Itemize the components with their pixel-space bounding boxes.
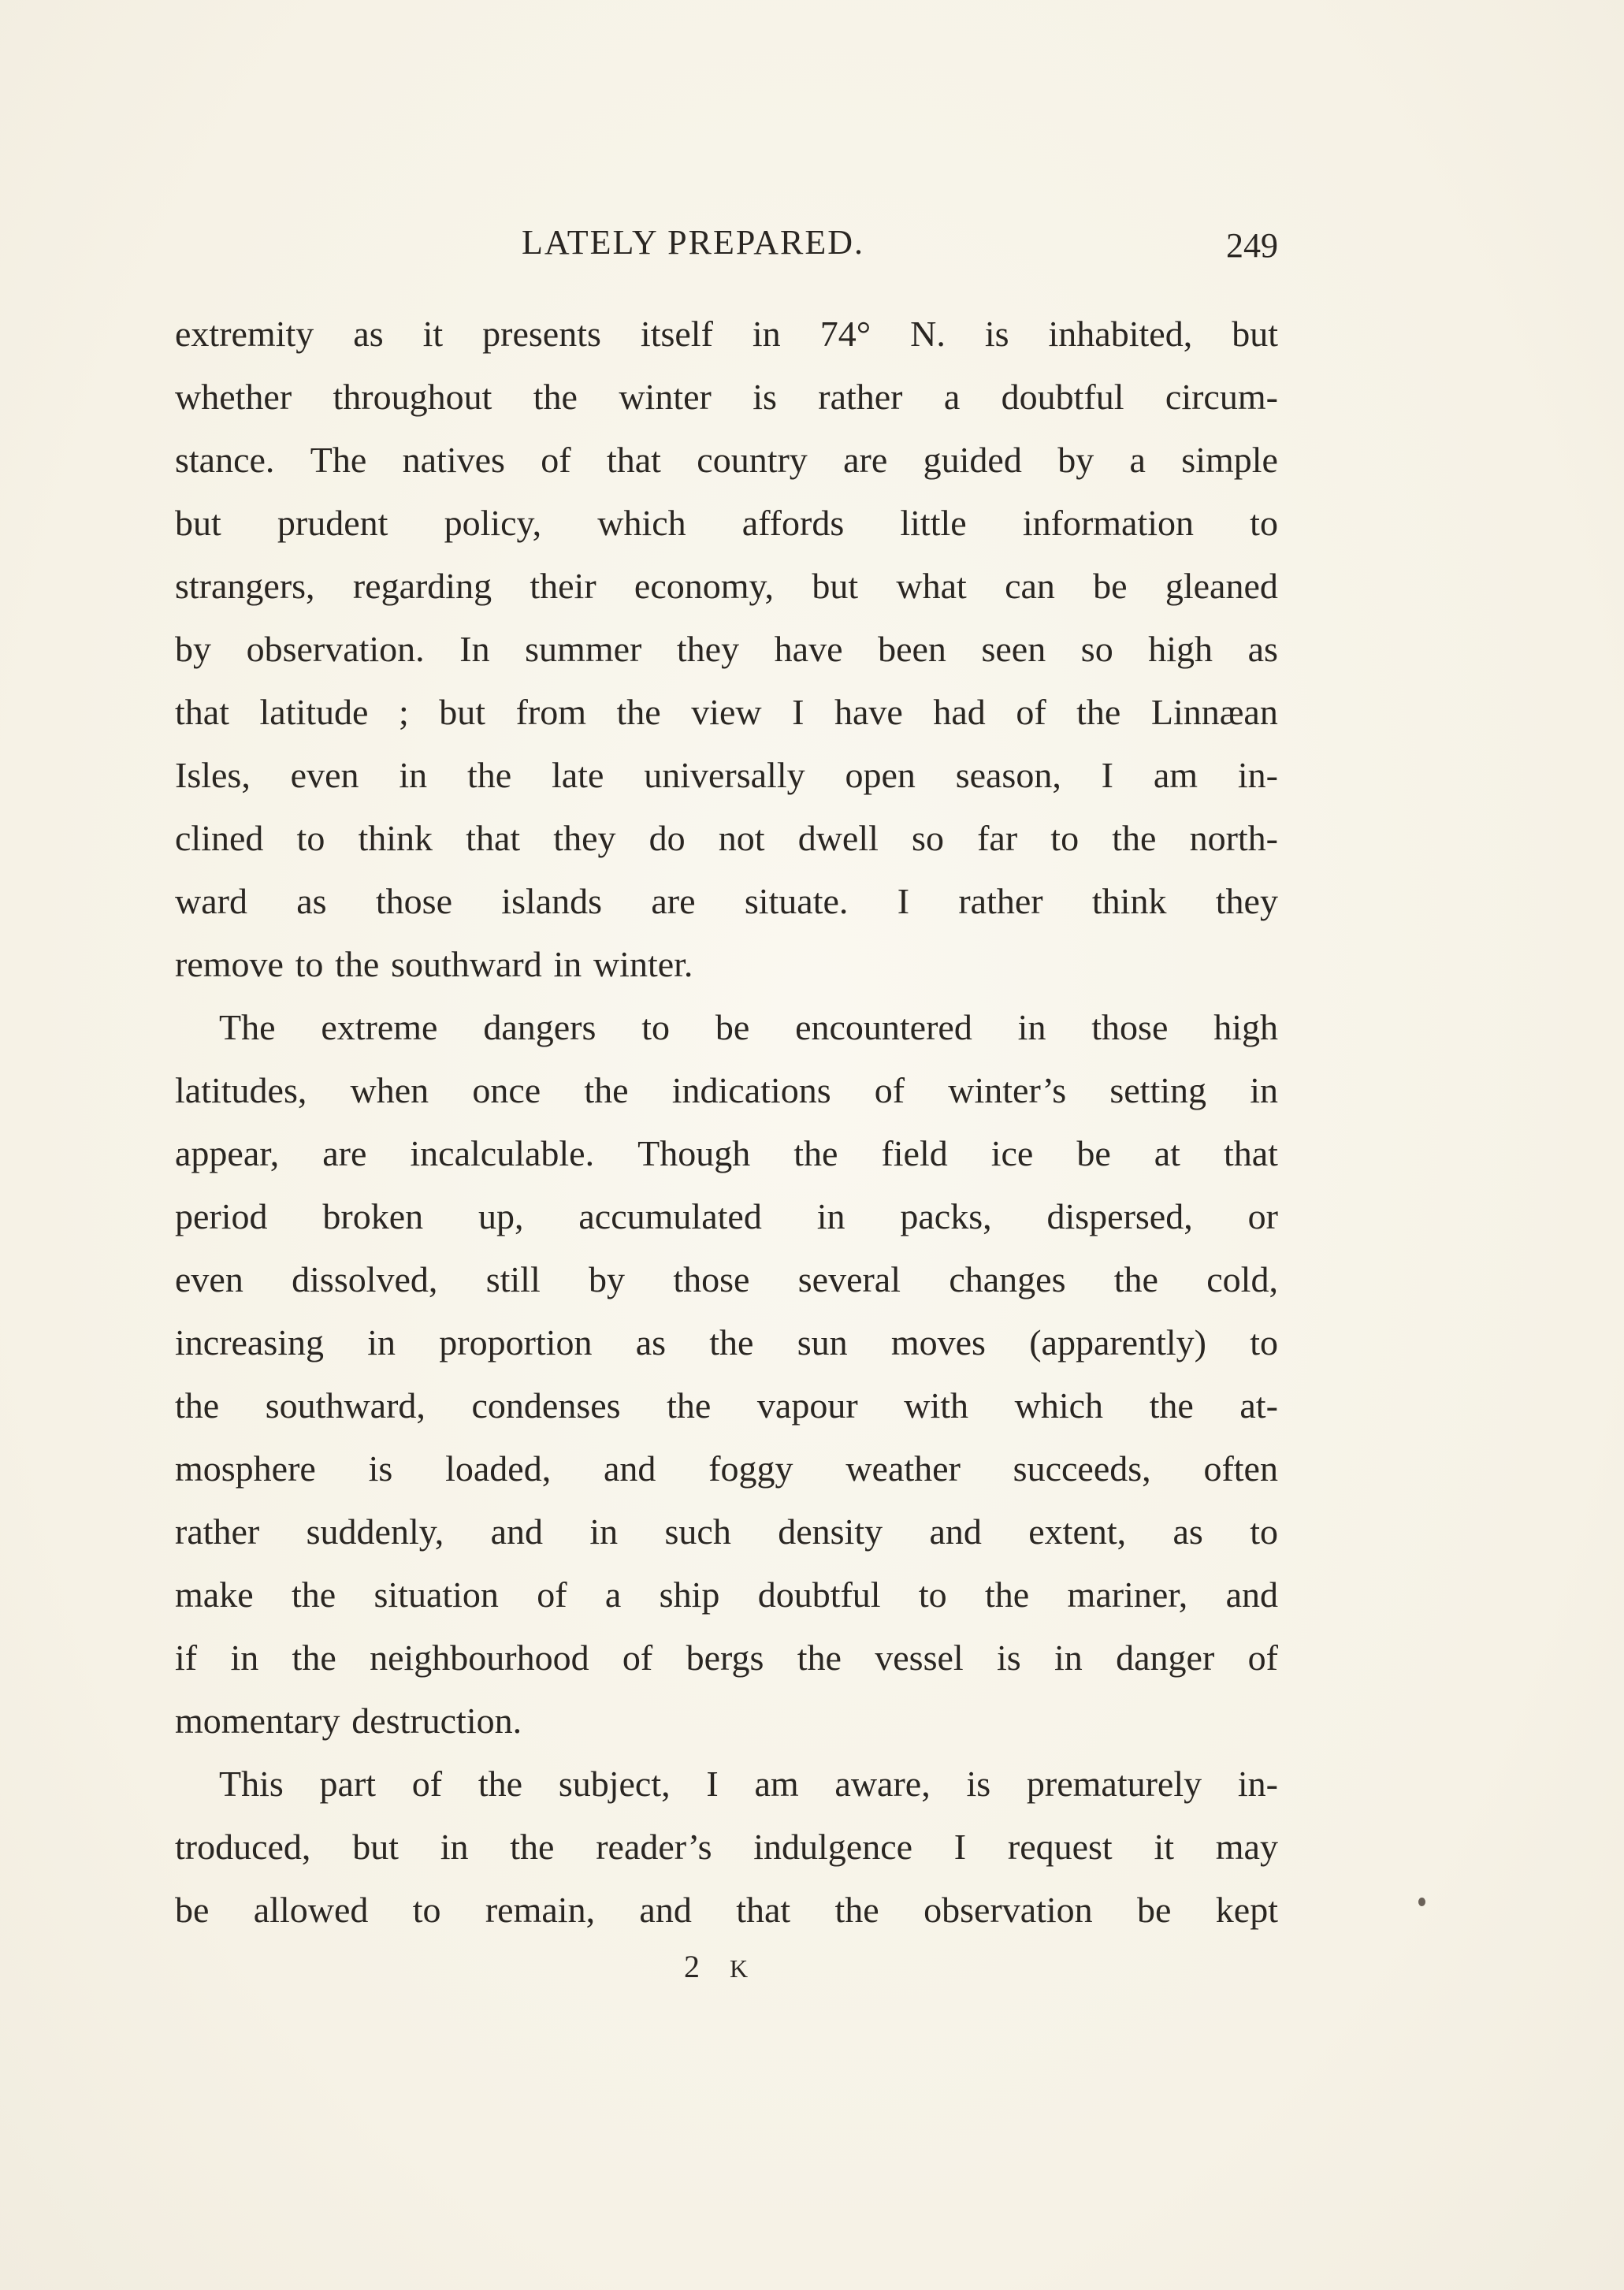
word: and [490, 1511, 544, 1552]
word: to [1250, 1322, 1278, 1362]
word: to [295, 944, 324, 984]
signature-number: 2 [684, 1949, 711, 1984]
word: I [953, 1827, 967, 1867]
word: throughout [333, 377, 492, 417]
word: am [754, 1764, 799, 1804]
word: the [510, 1827, 555, 1867]
word: once [472, 1070, 541, 1110]
word: of [541, 440, 571, 480]
word: the [1076, 692, 1121, 732]
word: observation. [246, 629, 425, 669]
word: of [411, 1764, 443, 1804]
word: information [1022, 503, 1195, 543]
word: cold, [1206, 1259, 1278, 1299]
word: of [874, 1070, 905, 1110]
word: they [1215, 881, 1278, 921]
word: far [977, 818, 1018, 858]
word: in [553, 944, 582, 984]
word: regarding [352, 566, 492, 606]
word: indications [671, 1070, 831, 1110]
printer-signature-mark [684, 1943, 759, 1992]
word: simple [1181, 440, 1278, 480]
word: The [219, 1007, 276, 1047]
word: seen [981, 629, 1046, 669]
text-line [175, 1122, 1278, 1185]
word: gleaned [1165, 566, 1278, 606]
word: open [845, 755, 916, 795]
word: the [834, 1890, 879, 1930]
word: the [466, 755, 512, 795]
word: the [335, 944, 380, 984]
word: remain, [485, 1890, 596, 1930]
word: islands [501, 881, 603, 921]
word: foggy [708, 1448, 793, 1489]
word: winter. [593, 944, 693, 984]
page-number: 249 [1226, 226, 1278, 265]
word: been [878, 629, 946, 669]
text-line [175, 1626, 1278, 1690]
word: packs, [900, 1196, 992, 1236]
word: in- [1237, 755, 1278, 795]
word: be [175, 1890, 210, 1930]
word: is [984, 314, 1009, 354]
word: the [291, 1574, 336, 1615]
word: changes [949, 1259, 1066, 1299]
word: weather [845, 1448, 961, 1489]
word: ship [659, 1574, 720, 1615]
word: subject, [558, 1764, 671, 1804]
word: request [1007, 1827, 1113, 1867]
text-line [175, 1500, 1278, 1563]
word: the [1149, 1385, 1194, 1426]
word: may [1215, 1827, 1278, 1867]
word: suddenly, [306, 1511, 444, 1552]
word: the [478, 1764, 523, 1804]
word: which [597, 503, 686, 543]
word: vapour [756, 1385, 858, 1426]
text-line [175, 1311, 1278, 1374]
text-line [175, 1690, 1278, 1753]
word: to [1250, 503, 1278, 543]
word: country [697, 440, 808, 480]
text-line [175, 1374, 1278, 1437]
text-line [175, 492, 1278, 555]
word: Linnæan [1150, 692, 1278, 732]
word: late [551, 755, 604, 795]
word: in [589, 1511, 619, 1552]
word: latitude [259, 692, 369, 732]
word: up, [478, 1196, 524, 1236]
word: ward [175, 881, 247, 921]
word: The [310, 440, 367, 480]
word: make [175, 1574, 254, 1615]
word: latitudes, [175, 1070, 307, 1110]
word: allowed [253, 1890, 369, 1930]
word: as [635, 1322, 667, 1362]
running-head [175, 219, 1278, 266]
word: Though [637, 1133, 751, 1173]
word: be [1076, 1133, 1111, 1173]
word: dangers [483, 1007, 596, 1047]
word: a [1129, 440, 1146, 480]
word: Isles, [175, 755, 251, 795]
word: or [1247, 1196, 1278, 1236]
word: those [375, 881, 452, 921]
word: affords [741, 503, 845, 543]
word: think [1091, 881, 1167, 921]
word: prudent [277, 503, 388, 543]
word: what [896, 566, 967, 606]
word: is [368, 1448, 393, 1489]
word: In [459, 629, 490, 669]
word: itself [640, 314, 713, 354]
word: to [296, 818, 325, 858]
word: field [881, 1133, 948, 1173]
word: but [352, 1827, 399, 1867]
word: is [966, 1764, 991, 1804]
text-line [175, 366, 1278, 429]
word: even [290, 755, 359, 795]
word: in [367, 1322, 396, 1362]
running-title: LATELY PREPARED. [522, 223, 865, 262]
word: in [399, 755, 428, 795]
word: rather [818, 377, 903, 417]
word: even [175, 1259, 243, 1299]
word: This [219, 1764, 284, 1804]
word: to [412, 1890, 441, 1930]
word: southward [391, 944, 542, 984]
word: as [296, 881, 327, 921]
text-line [175, 933, 1278, 996]
word: that [736, 1890, 791, 1930]
text-line [175, 1563, 1278, 1626]
word: such [664, 1511, 731, 1552]
word: policy, [444, 503, 542, 543]
word: aware, [834, 1764, 931, 1804]
word: is [997, 1638, 1021, 1678]
word: by [589, 1259, 626, 1299]
text-line [175, 744, 1278, 807]
word: situate. [744, 881, 849, 921]
text-line [175, 1879, 1278, 1942]
word: if [175, 1638, 198, 1678]
word: think [358, 818, 433, 858]
word: remove [175, 944, 284, 984]
word: I [706, 1764, 719, 1804]
word: from [515, 692, 586, 732]
word: are [651, 881, 696, 921]
word: mariner, [1067, 1574, 1188, 1615]
text-line [175, 1185, 1278, 1248]
text-line [175, 807, 1278, 870]
word: I [897, 881, 910, 921]
word: high [1148, 629, 1213, 669]
word: reader’s [596, 1827, 712, 1867]
word: their [530, 566, 596, 606]
word: had [933, 692, 986, 732]
word: the [793, 1133, 838, 1173]
word: can [1005, 566, 1055, 606]
word: the [175, 1385, 220, 1426]
word: loaded, [445, 1448, 552, 1489]
word: but [175, 503, 221, 543]
text-line [175, 1816, 1278, 1879]
word: which [1014, 1385, 1104, 1426]
word: succeeds, [1013, 1448, 1151, 1489]
word: doubtful [1001, 377, 1124, 417]
word: those [1091, 1007, 1169, 1047]
word: as [1172, 1511, 1203, 1552]
word: the [709, 1322, 754, 1362]
word: extreme [321, 1007, 438, 1047]
word: ; [398, 692, 409, 732]
word: mosphere [175, 1448, 316, 1489]
word: view [691, 692, 762, 732]
word: period [175, 1196, 268, 1236]
word: little [900, 503, 967, 543]
word: to [1250, 1511, 1278, 1552]
word: in [1054, 1638, 1083, 1678]
word: are [322, 1133, 367, 1173]
word: and [639, 1890, 692, 1930]
body-text [175, 303, 1278, 1942]
word: bergs [686, 1638, 764, 1678]
word: observation [923, 1890, 1093, 1930]
word: they [553, 818, 616, 858]
word: in [230, 1638, 259, 1678]
word: with [904, 1385, 969, 1426]
word: in- [1237, 1764, 1278, 1804]
word: are [843, 440, 888, 480]
word: danger [1116, 1638, 1215, 1678]
word: that [606, 440, 661, 480]
text-line [175, 429, 1278, 492]
word: north- [1189, 818, 1278, 858]
word: often [1203, 1448, 1278, 1489]
word: vessel [875, 1638, 964, 1678]
word: several [797, 1259, 901, 1299]
word: winter’s [948, 1070, 1067, 1110]
word: rather [175, 1511, 260, 1552]
text-line [175, 1437, 1278, 1500]
word: of [622, 1638, 653, 1678]
word: a [604, 1574, 622, 1615]
word: extent, [1028, 1511, 1127, 1552]
word: 74° [819, 314, 871, 354]
word: at- [1239, 1385, 1278, 1426]
word: they [676, 629, 740, 669]
word: condenses [471, 1385, 621, 1426]
word: that [466, 818, 521, 858]
word: density [778, 1511, 883, 1552]
text-line [175, 303, 1278, 366]
word: it [1154, 1827, 1175, 1867]
word: rather [958, 881, 1043, 921]
word: inhabited, [1048, 314, 1193, 354]
word: season, [955, 755, 1061, 795]
word: prematurely [1026, 1764, 1202, 1804]
word: clined [175, 818, 264, 858]
word: it [422, 314, 444, 354]
word: winter [619, 377, 712, 417]
word: to [641, 1007, 670, 1047]
word: of [1016, 692, 1046, 732]
word: neighbourhood [370, 1638, 589, 1678]
word: so [912, 818, 944, 858]
word: N. [910, 314, 946, 354]
word: but [1232, 314, 1278, 354]
word: the [533, 377, 578, 417]
word: as [1247, 629, 1278, 669]
word: moves [890, 1322, 986, 1362]
word: ice [990, 1133, 1034, 1173]
word: summer [525, 629, 642, 669]
word: and [1225, 1574, 1278, 1615]
word: the [1113, 1259, 1158, 1299]
word: the [985, 1574, 1030, 1615]
word: the [1112, 818, 1157, 858]
word: a [943, 377, 961, 417]
word: kept [1215, 1890, 1278, 1930]
word: I [792, 692, 805, 732]
word: and [604, 1448, 656, 1489]
signature-letter: K [730, 1954, 760, 1983]
word: have [774, 629, 843, 669]
word: doubtful [757, 1574, 881, 1615]
word: setting [1109, 1070, 1207, 1110]
word: (apparently) [1029, 1322, 1206, 1362]
word: as [353, 314, 384, 354]
word: but [812, 566, 859, 606]
word: but [439, 692, 486, 732]
word: that [1223, 1133, 1278, 1173]
word: momentary [175, 1701, 340, 1741]
text-line [175, 555, 1278, 618]
word: dispersed, [1046, 1196, 1193, 1236]
word: indulgence [753, 1827, 913, 1867]
word: that [175, 692, 229, 732]
word: strangers, [175, 566, 315, 606]
word: those [673, 1259, 750, 1299]
word: by [1057, 440, 1094, 480]
word: to [1050, 818, 1080, 858]
word: of [1247, 1638, 1278, 1678]
text-line [175, 1753, 1278, 1816]
word: not [718, 818, 765, 858]
text-line [175, 996, 1278, 1059]
word: incalculable. [410, 1133, 595, 1173]
word: the [797, 1638, 842, 1678]
text-line [175, 870, 1278, 933]
word: in [440, 1827, 469, 1867]
word: natives [402, 440, 505, 480]
word: circum- [1165, 377, 1278, 417]
word: to [918, 1574, 947, 1615]
word: extremity [175, 314, 314, 354]
word: encountered [795, 1007, 972, 1047]
word: of [537, 1574, 567, 1615]
text-line [175, 618, 1278, 681]
word: southward, [265, 1385, 426, 1426]
word: dissolved, [292, 1259, 438, 1299]
word: the [667, 1385, 712, 1426]
word: by [175, 629, 211, 669]
word: is [753, 377, 777, 417]
word: high [1213, 1007, 1278, 1047]
word: accumulated [578, 1196, 762, 1236]
word: destruction. [351, 1701, 522, 1741]
word: so [1080, 629, 1113, 669]
text-line [175, 1059, 1278, 1122]
word: presents [482, 314, 601, 354]
word: dwell [797, 818, 879, 858]
word: in [752, 314, 781, 354]
ink-speck [1418, 1898, 1425, 1906]
word: be [1093, 566, 1128, 606]
word: and [929, 1511, 982, 1552]
word: troduced, [175, 1827, 311, 1867]
word: proportion [439, 1322, 593, 1362]
word: I [1101, 755, 1113, 795]
text-line [175, 681, 1278, 744]
word: be [1137, 1890, 1172, 1930]
word: be [715, 1007, 750, 1047]
word: in [1250, 1070, 1278, 1110]
word: increasing [175, 1322, 325, 1362]
word: at [1154, 1133, 1180, 1173]
word: appear, [175, 1133, 280, 1173]
word: stance. [175, 440, 275, 480]
word: have [834, 692, 903, 732]
word: situation [373, 1574, 499, 1615]
word: in [1017, 1007, 1046, 1047]
word: do [648, 818, 686, 858]
word: economy, [634, 566, 775, 606]
word: the [292, 1638, 336, 1678]
word: universally [644, 755, 805, 795]
word: broken [322, 1196, 424, 1236]
word: still [485, 1259, 541, 1299]
word: when [350, 1070, 429, 1110]
word: part [319, 1764, 377, 1804]
text-line [175, 1248, 1278, 1311]
word: the [584, 1070, 629, 1110]
word: the [616, 692, 661, 732]
word: whether [175, 377, 292, 417]
word: sun [797, 1322, 848, 1362]
word: am [1153, 755, 1198, 795]
word: in [816, 1196, 845, 1236]
word: guided [923, 440, 1022, 480]
